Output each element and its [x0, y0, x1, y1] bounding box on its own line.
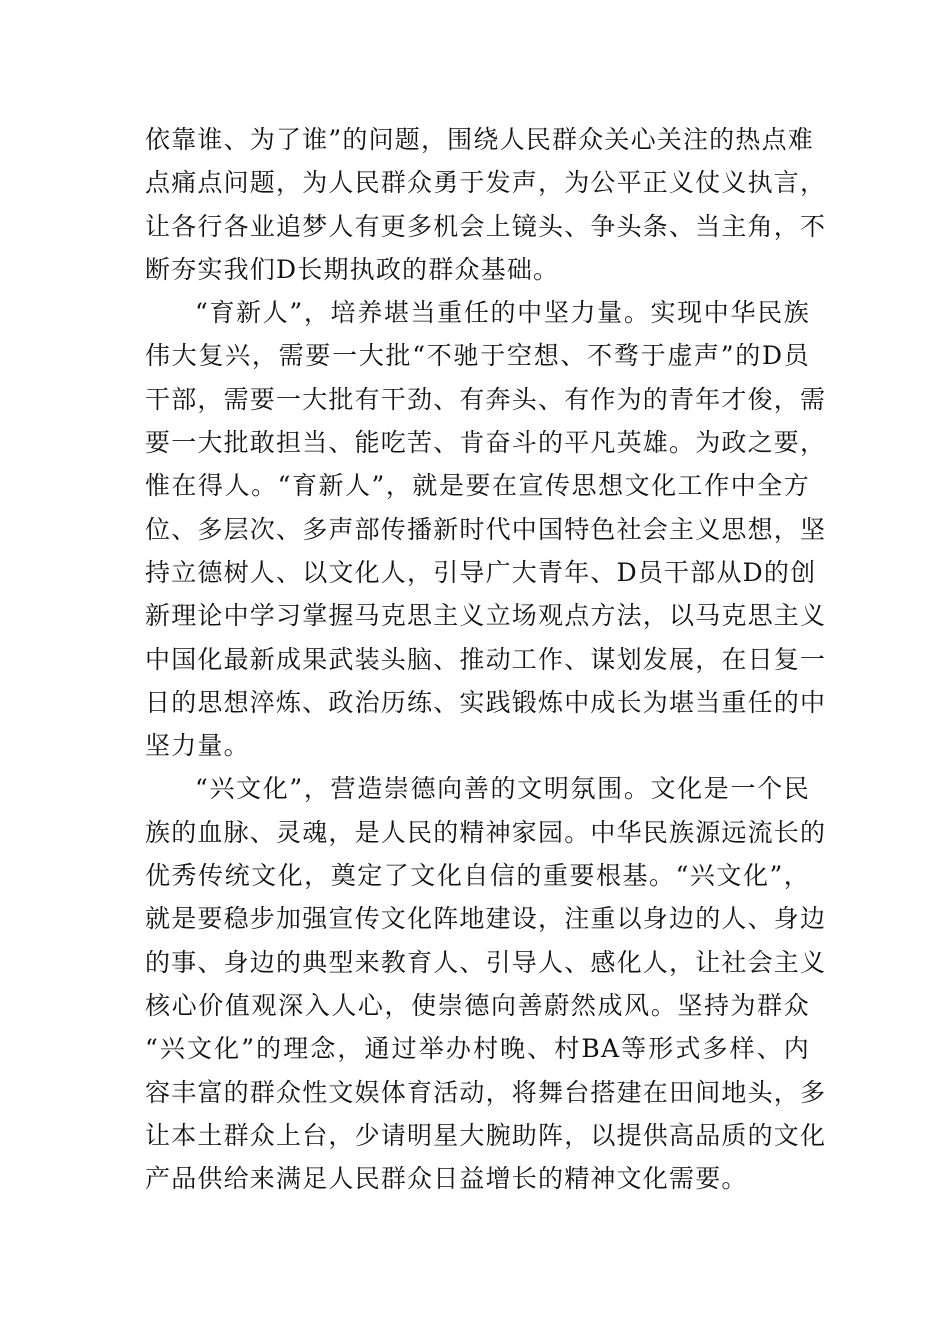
- text-line: “兴文化”的理念，通过举办村晚、村BA等形式多样、内: [145, 1034, 810, 1064]
- document-body: [145, 118, 827, 1200]
- text-line: 族的血脉、灵魂，是人民的精神家园。中华民族源远流长的: [145, 817, 827, 847]
- text-line: 要一大批敢担当、能吃苦、肯奋斗的平凡英雄。为政之要，: [145, 428, 827, 458]
- paragraph-yu-xin-ren: [145, 291, 827, 767]
- paragraph-continuation: [145, 118, 827, 291]
- text-line: 断夯实我们D长期执政的群众基础。: [145, 254, 560, 284]
- text-line: 干部，需要一大批有干劲、有奔头、有作为的青年才俊，需: [145, 384, 827, 414]
- text-line: 位、多层次、多声部传播新时代中国特色社会主义思想，坚: [145, 514, 827, 544]
- text-line: 惟在得人。“育新人”，就是要在宣传思想文化工作中全方: [145, 471, 810, 501]
- text-line: 让本土群众上台，少请明星大腕助阵，以提供高品质的文化: [145, 1120, 827, 1150]
- text-line: 的事、身边的典型来教育人、引导人、感化人，让社会主义: [145, 947, 827, 977]
- text-line: 依靠谁、为了谁”的问题，围绕人民群众关心关注的热点难: [145, 125, 814, 154]
- text-line: 日的思想淬炼、政治历练、实践锻炼中成长为堪当重任的中: [145, 687, 827, 717]
- text-line: 核心价值观深入人心，使崇德向善蔚然成风。坚持为群众: [145, 990, 810, 1020]
- text-line: 就是要稳步加强宣传文化阵地建设，注重以身边的人、身边: [145, 904, 827, 934]
- text-line: 容丰富的群众性文娱体育活动，将舞台搭建在田间地头，多: [145, 1077, 827, 1107]
- text-line: 持立德树人、以文化人，引导广大青年、D员干部从D的创: [145, 557, 817, 587]
- paragraph-xing-wen-hua: [145, 767, 827, 1200]
- text-line: “育新人”，培养堪当重任的中坚力量。实现中华民族: [195, 298, 810, 328]
- text-line: 中国化最新成果武装头脑、推动工作、谋划发展，在日复一: [145, 644, 827, 674]
- text-line: 产品供给来满足人民群众日益增长的精神文化需要。: [145, 1164, 748, 1194]
- text-line: 让各行各业追梦人有更多机会上镜头、争头条、当主角，不: [145, 211, 827, 241]
- text-line: 伟大复兴，需要一大批“不驰于空想、不骛于虚声”的D员: [145, 341, 810, 371]
- text-line: “兴文化”，营造崇德向善的文明氛围。文化是一个民: [195, 774, 810, 804]
- text-line: 点痛点问题，为人民群众勇于发声，为公平正义仗义执言，: [145, 168, 827, 198]
- text-line: 优秀传统文化，奠定了文化自信的重要根基。“兴文化”，: [145, 861, 810, 891]
- text-line: 坚力量。: [145, 731, 250, 761]
- text-line: 新理论中学习掌握马克思主义立场观点方法，以马克思主义: [145, 601, 827, 631]
